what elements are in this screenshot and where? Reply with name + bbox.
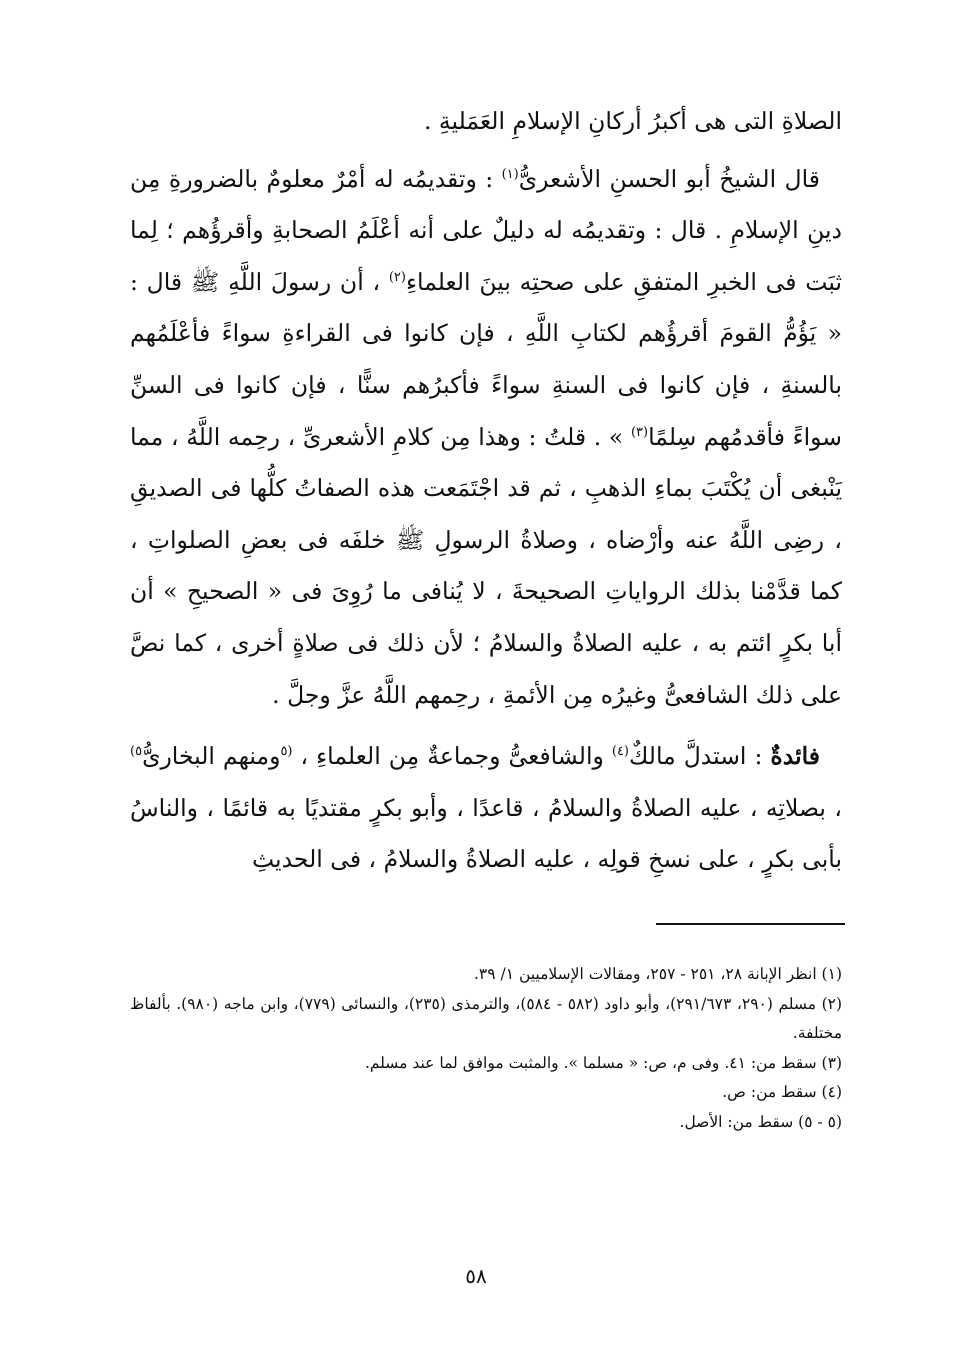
footnote-1: (١) انظر الإبانة ٢٨، ٢٥١ - ٢٥٧، ومقالات الإسلاميين ١/ ٣٩. <box>473 965 842 983</box>
text-run: الصلاةِ التى هى أكبرُ أركانِ الإسلامِ العَمَليةِ . <box>423 107 842 135</box>
footnote-5: (٥ - ٥) سقط من: الأصل. <box>679 1112 842 1131</box>
text-run: ومنهم البخارىُّ <box>142 742 281 771</box>
paragraph-1 <box>130 96 842 148</box>
footnote-marker: ٥) <box>130 744 143 760</box>
lead-word: فائدةٌ <box>770 742 821 771</box>
footnote-marker: (١) <box>501 166 519 182</box>
page-number: ٥٨ <box>465 1264 487 1288</box>
text-run: والشافعىُّ وجماعةٌ مِن العلماءِ ، <box>292 742 612 771</box>
paragraph-3 <box>130 731 842 886</box>
text-run: ، أن رسولَ اللَّهِ ﷺ قال : « يَؤُمُّ القومَ أقرؤُهم لكتابِ اللَّهِ ، فإن كانوا فى القراءةِ سواءً فأعْلَمُهم بالسنةِ ، فإن كانوا فى السنةِ سواءً فأكبرُهم سنًّا ، فإن كانوا فى السنِّ سواءً فأقدمُهم سِلمًا <box>130 267 842 451</box>
text-run: : استدلَّ مالكٌ <box>629 742 771 771</box>
footnote-2: (٢) مسلم (٢٩٠، ٢٩١/٦٧٣)، وأبو داود (٥٨٢ - ٥٨٤)، والترمذى (٢٣٥)، والنسائى (٧٧٩)، وابن ماجه (٩٨٠). بألفاظ مختلفة. <box>130 994 843 1042</box>
footnote-3: (٣) سقط من: ٤١. وفى م، ص: « مسلما ». والمثبت موافق لما عند مسلم. <box>364 1053 842 1072</box>
paragraph-2 <box>130 154 842 722</box>
footnote-marker: (٤) <box>611 744 629 760</box>
text-run: : وتقديمُه له أمْرٌ معلومٌ بالضرورةِ مِن دينِ الإسلامِ . قال : وتقديمُه له دليلٌ على أنه أعْلَمُ الصحابةِ وأقرؤُهم ؛ لِما ثبَت فى الخبرِ المتفقِ على صحتِه بينَ العلماءِ <box>130 164 842 296</box>
footnote-divider <box>656 923 845 925</box>
main-text <box>130 96 842 886</box>
footnote-marker: (٥ <box>280 744 293 760</box>
text-run: قال الشيخُ أبو الحسنِ الأشعرىُّ <box>518 164 820 193</box>
footnote-4: (٤) سقط من: ص. <box>722 1083 842 1101</box>
text-run: » . قلتُ : وهذا مِن كلامِ الأشعرىِّ ، رحِمه اللَّهُ ، مما يَنْبغى أن يُكْتَبَ بماءِ الذهبِ ، ثم قد اجْتَمَعت هذه الصفاتُ كلُّها فى الصديقِ ، رضِى اللَّهُ عنه وأرْضاه ، وصلاةُ الرسولِ ﷺ خلفَه فى بعضِ الصلواتِ ، كما قدَّمْنا بذلك الرواياتِ الصحيحةَ ، لا يُنافى ما رُوِىَ فى « الصحيحِ » أن أبا بكرٍ ائتم به ، عليه الصلاةُ والسلامُ ؛ لأن ذلك فى صلاةٍ أخرى ، كما نصَّ على ذلك الشافعىُّ وغيرُه مِن الأئمةِ ، رحِمهم اللَّهُ عزَّ وجلَّ . <box>130 422 842 709</box>
footnote-marker: (٣) <box>630 424 649 440</box>
text-run: ، بصلاتِه ، عليه الصلاةُ والسلامُ ، قاعدًا ، وأبو بكرٍ مقتديًا به قائمًا ، والناسُ بأبى بكرٍ ، على نسخِ قولِه ، عليه الصلاةُ والسلامُ ، فى الحديثِ <box>130 793 842 874</box>
footnote-marker: (٢) <box>388 269 406 285</box>
footnotes <box>130 960 842 1137</box>
